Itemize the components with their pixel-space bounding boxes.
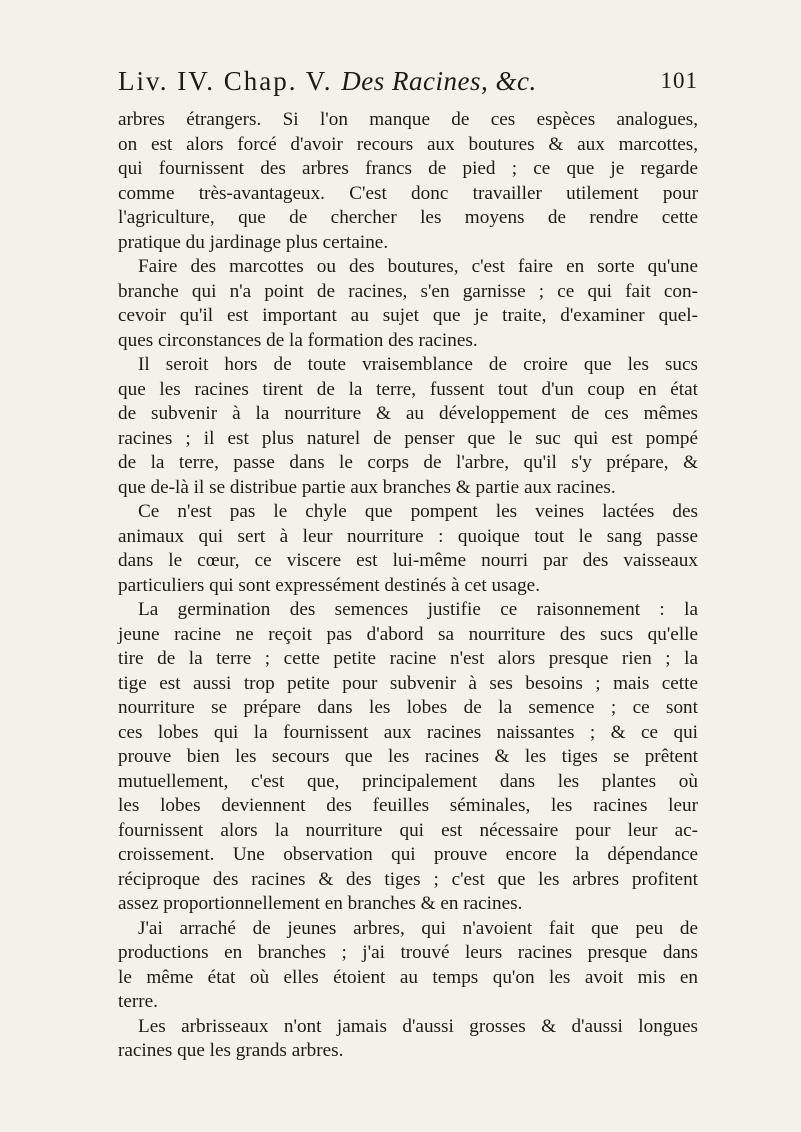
text-line: prouve bien les secours que les racines & les tiges se prêtent (118, 746, 698, 767)
text-line: le même état où elles étoient au temps qu'on les avoit mis en (118, 966, 698, 988)
text-line: on est alors forcé d'avoir recours aux boutures & aux marcottes, (118, 133, 698, 155)
text-line: dans le cœur, ce viscere est lui-même nourri par des vaisseaux (118, 550, 698, 571)
text-line: arbres étrangers. Si l'on manque de ces espèces analogues, (118, 109, 698, 130)
text-line: cevoir qu'il est important au sujet que je traite, d'examiner quel- (118, 305, 698, 326)
text-line: de subvenir à la nourriture & au développement de ces mêmes (118, 403, 698, 424)
text-line: tige est aussi trop petite pour subvenir à ses besoins ; mais cette (118, 672, 698, 694)
text-line: réciproque des racines & des tiges ; c'est que les arbres profitent (118, 868, 698, 890)
text-line: La germination des semences justifie ce raisonnement : la (138, 599, 698, 620)
text-line: ques circonstances de la formation des racines. (118, 329, 478, 351)
text-line: que de-là il se distribue partie aux branches & partie aux racines. (118, 476, 616, 498)
running-head-title: Des Racines, &c. (341, 66, 537, 96)
text-line: jeune racine ne reçoit pas d'abord sa nourriture des sucs qu'elle (118, 623, 698, 645)
page-number: 101 (660, 68, 698, 93)
text-line: productions en branches ; j'ai trouvé leurs racines presque dans (118, 942, 698, 963)
text-line: l'agriculture, que de chercher les moyens de rendre cette (118, 207, 698, 228)
body-text (118, 108, 698, 1064)
text-line: ces lobes qui la fournissent aux racines naissantes ; & ce qui (118, 721, 698, 743)
text-line: fournissent alors la nourriture qui est nécessaire pour leur ac- (118, 819, 698, 841)
text-line: J'ai arraché de jeunes arbres, qui n'avoient fait que peu de (138, 917, 698, 939)
text-line: que les racines tirent de la terre, fussent tout d'un coup en état (118, 378, 698, 400)
text-line: pratique du jardinage plus certaine. (118, 231, 389, 253)
text-line: nourriture se prépare dans les lobes de la semence ; ce sont (118, 697, 698, 718)
text-line: croissement. Une observation qui prouve encore la dépendance (118, 844, 698, 865)
text-line: assez proportionnellement en branches & en racines. (118, 893, 523, 914)
running-head-chapter: Liv. IV. Chap. V. (118, 66, 333, 96)
text-line: mutuellement, c'est que, principalement dans les plantes où (118, 770, 698, 792)
text-line: Les arbrisseaux n'ont jamais d'aussi grosses & d'aussi longues (138, 1015, 698, 1037)
text-line: Ce n'est pas le chyle que pompent les veines lactées des (138, 501, 698, 522)
text-line: Faire des marcottes ou des boutures, c'est faire en sorte qu'une (138, 256, 698, 277)
text-line: animaux qui sert à leur nourriture : quoique tout le sang passe (118, 525, 698, 547)
text-line: les lobes deviennent des feuilles séminales, les racines leur (118, 795, 698, 816)
text-line: racines ; il est plus naturel de penser que le suc qui est pompé (118, 427, 698, 449)
text-line: Il seroit hors de toute vraisemblance de croire que les sucs (138, 354, 698, 375)
running-head (118, 66, 537, 97)
text-line: tire de la terre ; cette petite racine n'est alors presque rien ; la (118, 648, 698, 669)
text-line: particuliers qui sont expressément destinés à cet usage. (118, 574, 540, 596)
page-header (118, 66, 698, 106)
text-line: racines que les grands arbres. (118, 1040, 344, 1061)
text-line: de la terre, passe dans le corps de l'arbre, qu'il s'y prépare, & (118, 452, 698, 473)
text-line: terre. (118, 991, 158, 1012)
text-line: qui fournissent des arbres francs de pied ; ce que je regarde (118, 158, 698, 179)
text-line: branche qui n'a point de racines, s'en garnisse ; ce qui fait con- (118, 280, 698, 302)
text-line: comme très-avantageux. C'est donc travailler utilement pour (118, 182, 698, 204)
